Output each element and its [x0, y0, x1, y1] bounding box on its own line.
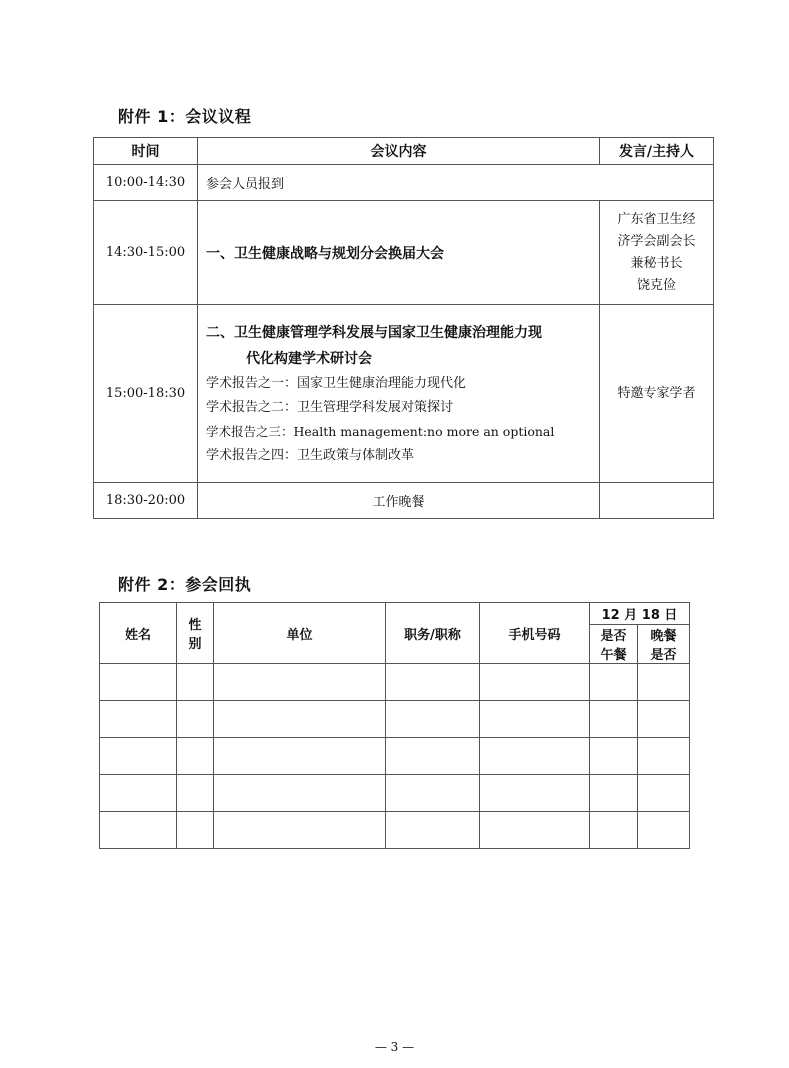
row-content: 工作晚餐 — [198, 483, 600, 519]
empty-cell[interactable] — [386, 664, 480, 701]
empty-cell[interactable] — [386, 738, 480, 775]
header-dinner-line: 是否 — [650, 648, 677, 663]
row-content — [198, 305, 600, 483]
header-gender-line: 别 — [188, 637, 202, 652]
header-name: 姓名 — [100, 603, 177, 664]
empty-cell[interactable] — [480, 812, 590, 849]
empty-cell[interactable] — [177, 775, 214, 812]
attachment2-heading: 附件 2：参会回执 — [118, 575, 252, 594]
empty-cell[interactable] — [638, 775, 690, 812]
table-row — [94, 305, 714, 483]
header-speaker: 发言/主持人 — [600, 138, 714, 165]
reply-table — [99, 602, 690, 849]
empty-cell[interactable] — [480, 775, 590, 812]
speaker-line: 济学会副会长 — [617, 233, 696, 249]
report-item: 学术报告之四：卫生政策与体制改革 — [206, 447, 415, 463]
row-speaker: 特邀专家学者 — [600, 305, 714, 483]
empty-cell[interactable] — [177, 664, 214, 701]
header-date: 12 月 18 日 — [590, 603, 690, 625]
row-content: 一、卫生健康战略与规划分会换届大会 — [198, 201, 600, 305]
empty-cell[interactable] — [100, 664, 177, 701]
empty-cell[interactable] — [590, 812, 638, 849]
report-item: 学术报告之一：国家卫生健康治理能力现代化 — [206, 375, 467, 391]
header-gender — [177, 603, 214, 664]
empty-cell[interactable] — [386, 812, 480, 849]
empty-cell[interactable] — [480, 738, 590, 775]
speaker-line: 饶克俭 — [636, 277, 676, 293]
row-time: 15:00-18:30 — [94, 305, 198, 483]
table-row — [100, 664, 690, 701]
empty-cell[interactable] — [590, 738, 638, 775]
table-row — [94, 165, 714, 201]
empty-cell[interactable] — [638, 738, 690, 775]
empty-cell[interactable] — [177, 738, 214, 775]
session-title-line: 二、卫生健康管理学科发展与国家卫生健康治理能力现 — [206, 324, 542, 341]
report-item: 学术报告之二：卫生管理学科发展对策探讨 — [206, 399, 454, 415]
session-title-line: 代化构建学术研讨会 — [246, 350, 372, 367]
empty-cell[interactable] — [386, 701, 480, 738]
page-number: — 3 — — [374, 1040, 415, 1054]
empty-cell[interactable] — [590, 664, 638, 701]
empty-cell[interactable] — [214, 775, 386, 812]
header-lunch — [590, 625, 638, 664]
attachment1-heading: 附件 1：会议议程 — [118, 107, 252, 126]
row-content: 参会人员报到 — [198, 165, 714, 201]
header-position: 职务/职称 — [386, 603, 480, 664]
speaker-line: 兼秘书长 — [630, 255, 683, 271]
empty-cell[interactable] — [214, 812, 386, 849]
empty-cell[interactable] — [214, 701, 386, 738]
row-speaker — [600, 201, 714, 305]
table-row — [100, 812, 690, 849]
empty-cell[interactable] — [590, 775, 638, 812]
empty-cell[interactable] — [100, 701, 177, 738]
empty-cell[interactable] — [100, 812, 177, 849]
empty-cell[interactable] — [177, 812, 214, 849]
row-time: 14:30-15:00 — [94, 201, 198, 305]
empty-cell[interactable] — [638, 664, 690, 701]
header-dinner-line: 晚餐 — [650, 629, 677, 644]
header-time: 时间 — [94, 138, 198, 165]
row-time: 18:30-20:00 — [94, 483, 198, 519]
table-row — [100, 775, 690, 812]
empty-cell[interactable] — [177, 701, 214, 738]
table-row — [100, 701, 690, 738]
speaker-line: 广东省卫生经 — [617, 211, 696, 227]
header-gender-line: 性 — [188, 618, 202, 633]
empty-cell[interactable] — [638, 812, 690, 849]
header-lunch-line: 是否 — [600, 629, 627, 644]
empty-cell[interactable] — [100, 738, 177, 775]
report-item: 学术报告之三：Health management:no more an optional — [206, 423, 555, 439]
row-speaker — [600, 483, 714, 519]
empty-cell[interactable] — [100, 775, 177, 812]
table-row — [94, 201, 714, 305]
header-dinner — [638, 625, 690, 664]
empty-cell[interactable] — [480, 701, 590, 738]
empty-cell[interactable] — [590, 701, 638, 738]
header-content: 会议内容 — [198, 138, 600, 165]
header-lunch-line: 午餐 — [600, 648, 627, 663]
agenda-table — [93, 137, 714, 519]
empty-cell[interactable] — [638, 701, 690, 738]
empty-cell[interactable] — [480, 664, 590, 701]
header-phone: 手机号码 — [480, 603, 590, 664]
row-time: 10:00-14:30 — [94, 165, 198, 201]
table-row — [94, 483, 714, 519]
table-row — [100, 738, 690, 775]
empty-cell[interactable] — [214, 738, 386, 775]
empty-cell[interactable] — [386, 775, 480, 812]
empty-cell[interactable] — [214, 664, 386, 701]
header-unit: 单位 — [214, 603, 386, 664]
